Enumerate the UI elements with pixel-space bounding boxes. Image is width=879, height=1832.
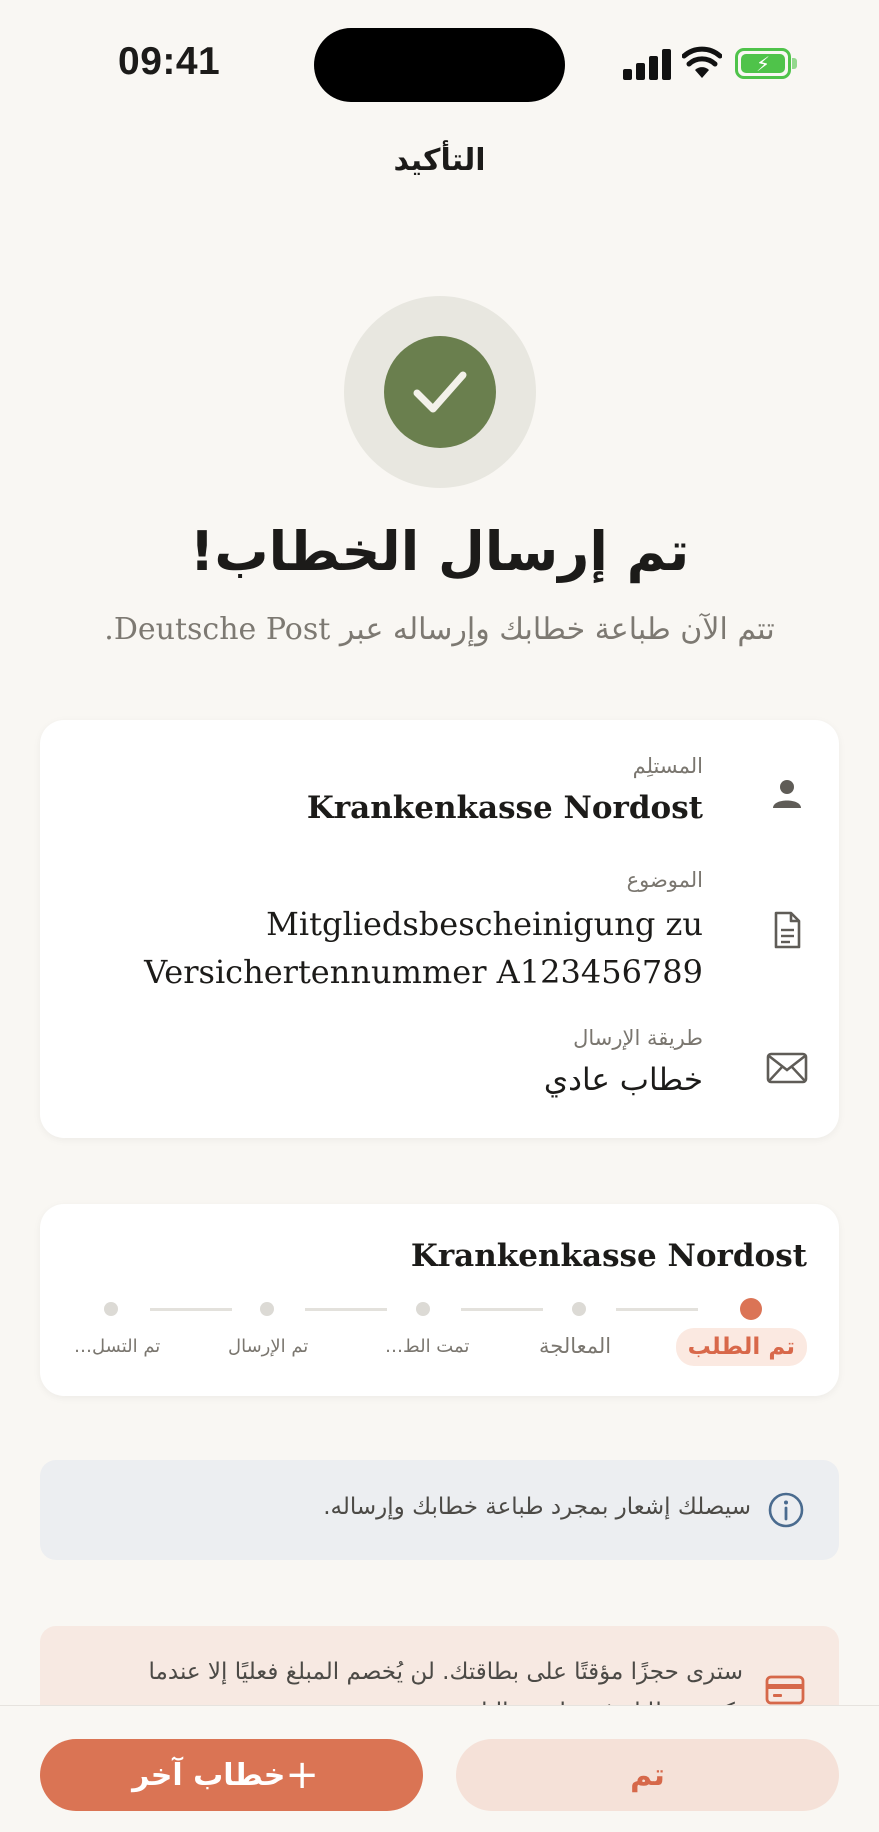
dynamic-island	[314, 28, 565, 102]
step-dot-ordered	[740, 1298, 762, 1320]
step-dot-delivered	[104, 1302, 118, 1316]
status-time: 09:41	[118, 40, 221, 83]
step-connector	[305, 1308, 387, 1311]
done-button[interactable]	[456, 1739, 839, 1811]
subject-line-1: Mitgliedsbescheinigung zu	[266, 905, 703, 943]
recipient-value: Krankenkasse Nordost	[306, 790, 703, 826]
new-letter-button-label: خطاب آخر	[132, 1757, 286, 1793]
tracking-card	[40, 1204, 839, 1396]
method-value: خطاب عادي	[543, 1062, 703, 1098]
document-icon	[769, 910, 805, 950]
step-label-processing: المعالجة	[539, 1334, 612, 1358]
tracking-title: Krankenkasse Nordost	[410, 1238, 807, 1274]
success-subline: تتم الآن طباعة خطابك وإرساله عبر Deutsche Post.	[104, 612, 775, 647]
info-icon	[767, 1491, 805, 1529]
plus-icon: +	[285, 1752, 319, 1798]
step-dot-printed	[416, 1302, 430, 1316]
success-badge	[344, 296, 536, 488]
info-text: سيصلك إشعار بمجرد طباعة خطابك وإرساله.	[323, 1494, 751, 1520]
cellular-signal-icon	[623, 48, 671, 80]
step-connector	[461, 1308, 543, 1311]
done-button-label: تم	[630, 1757, 665, 1793]
status-bar	[0, 0, 879, 130]
bottom-action-bar	[0, 1705, 879, 1832]
step-label-ordered: تم الطلب	[676, 1328, 807, 1366]
letter-details-card	[40, 720, 839, 1138]
step-dot-sent	[260, 1302, 274, 1316]
checkmark-icon	[384, 336, 496, 448]
step-connector	[150, 1308, 232, 1311]
success-headline: تم إرسال الخطاب!	[189, 520, 690, 583]
wifi-icon	[682, 44, 722, 80]
page-title: التأكيد	[393, 143, 486, 178]
method-label: طريقة الإرسال	[573, 1026, 703, 1050]
step-connector	[616, 1308, 698, 1311]
subject-line-2: Versichertennummer A123456789	[144, 953, 703, 991]
charging-bolt-icon: ⚡	[755, 51, 771, 76]
person-icon	[769, 776, 805, 812]
info-box	[40, 1460, 839, 1560]
credit-card-icon	[765, 1674, 805, 1706]
step-label-delivered: تم التسل…	[74, 1336, 161, 1357]
new-letter-button[interactable]	[40, 1739, 423, 1811]
notice-text: سترى حجزًا مؤقتًا على بطاقتك. لن يُخصم المبلغ فعليًا إلا عندما	[148, 1659, 743, 1685]
recipient-label: المستلِم	[632, 754, 703, 778]
step-label-sent: تم الإرسال	[228, 1336, 309, 1357]
battery-icon	[735, 48, 797, 79]
step-label-printed: تمت الط…	[385, 1336, 470, 1357]
subject-label: الموضوع	[626, 868, 703, 892]
envelope-icon	[766, 1050, 808, 1086]
step-dot-processing	[572, 1302, 586, 1316]
